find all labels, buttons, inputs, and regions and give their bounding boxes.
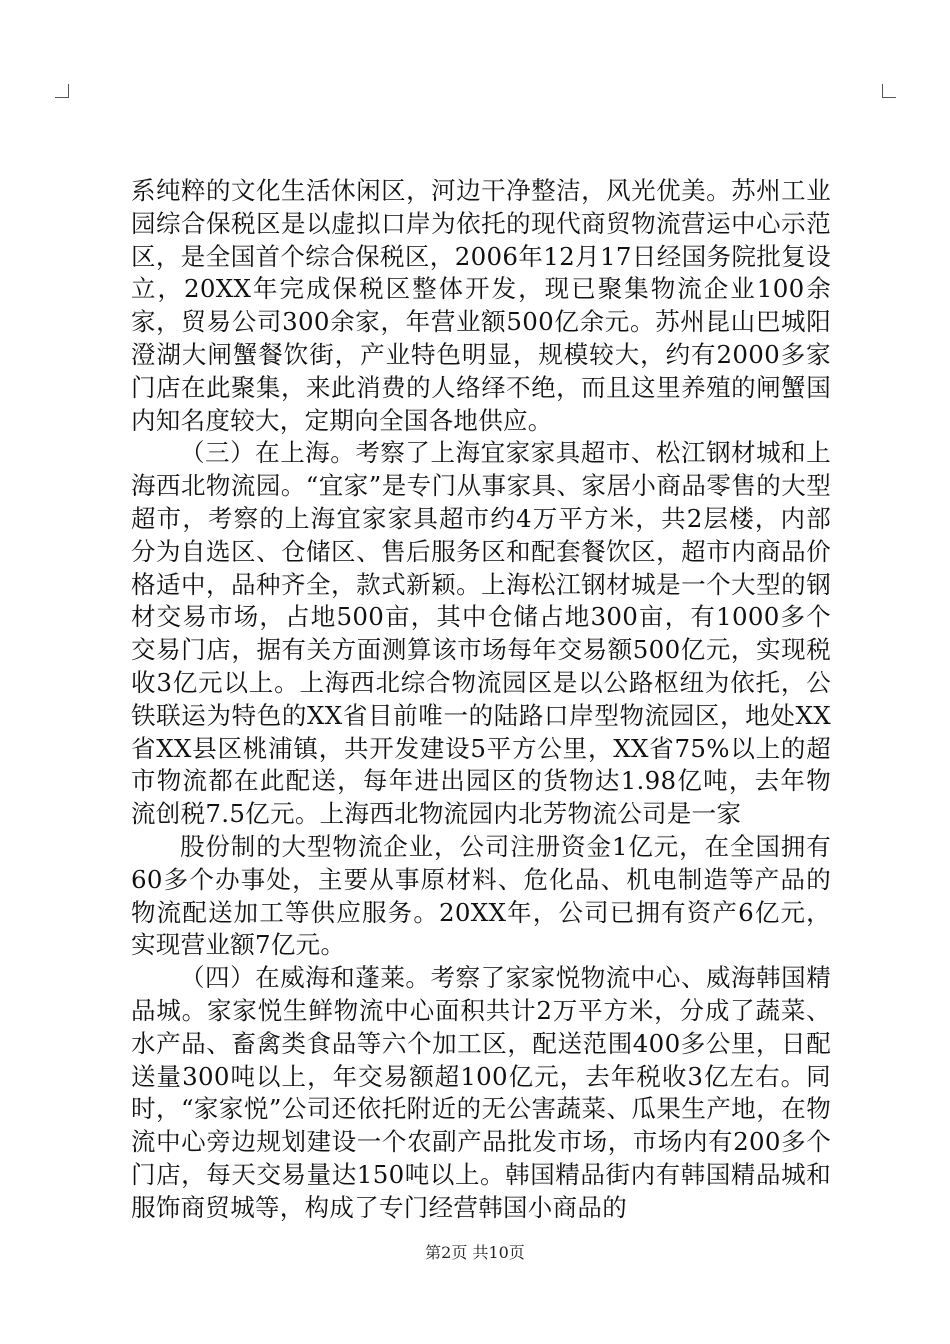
- page-footer: 第2页 共10页: [425, 1243, 525, 1262]
- document-body: [131, 175, 831, 1225]
- paragraph-4: （四）在威海和蓬莱。考察了家家悦物流中心、威海韩国精品城。家家悦生鲜物流中心面积共计2万平方米，分成了蔬菜、水产品、畜禽类食品等六个加工区，配送范围400多公里，日配送量300吨以上，年交易额超100亿元，去年税收3亿左右。同时，“家家悦”公司还依托附近的无公害蔬菜、瓜果生产地，在物流中心旁边规划建设一个农副产品批发市场，市场内有200多个门店，每天交易量达150吨以上。韩国精品街内有韩国精品城和服饰商贸城等，构成了专门经营韩国小商品的: [131, 963, 831, 1222]
- crop-mark-top-left: [55, 84, 69, 98]
- paragraph-1: 系纯粹的文化生活休闲区，河边干净整洁，风光优美。苏州工业园综合保税区是以虚拟口岸为依托的现代商贸物流营运中心示范区，是全国首个综合保税区，2006年12月17日经国务院批复设立，20XX年完成保税区整体开发，现已聚集物流企业100余家，贸易公司300余家，年营业额500亿余元。苏州昆山巴城阳澄湖大闸蟹餐饮街，产业特色明显，规模较大，约有2000多家门店在此聚集，来此消费的人络绎不绝，而且这里养殖的闸蟹国内知名度较大，定期向全国各地供应。: [131, 176, 831, 435]
- crop-mark-top-right: [882, 84, 896, 98]
- paragraph-2: （三）在上海。考察了上海宜家家具超市、松江钢材城和上海西北物流园。“宜家”是专门从事家具、家居小商品零售的大型超市，考察的上海宜家家具超市约4万平方米，共2层楼，内部分为自选区、仓储区、售后服务区和配套餐饮区，超市内商品价格适中，品种齐全，款式新颖。上海松江钢材城是一个大型的钢材交易市场，占地500亩，其中仓储占地300亩，有1000多个交易门店，据有关方面测算该市场每年交易额500亿元，实现税收3亿元以上。上海西北综合物流园区是以公路枢纽为依托，公铁联运为特色的XX省目前唯一的陆路口岸型物流园区，地处XX省XX县区桃浦镇，共开发建设5平方公里，XX省75%以上的超市物流都在此配送，每年进出园区的货物达1.98亿吨，去年物流创税7.5亿元。上海西北物流园内北芳物流公司是一家: [131, 438, 831, 829]
- paragraph-3: 股份制的大型物流企业，公司注册资金1亿元，在全国拥有60多个办事处，主要从事原材料、危化品、机电制造等产品的物流配送加工等供应服务。20XX年，公司已拥有资产6亿元，实现营业额7亿元。: [131, 831, 831, 960]
